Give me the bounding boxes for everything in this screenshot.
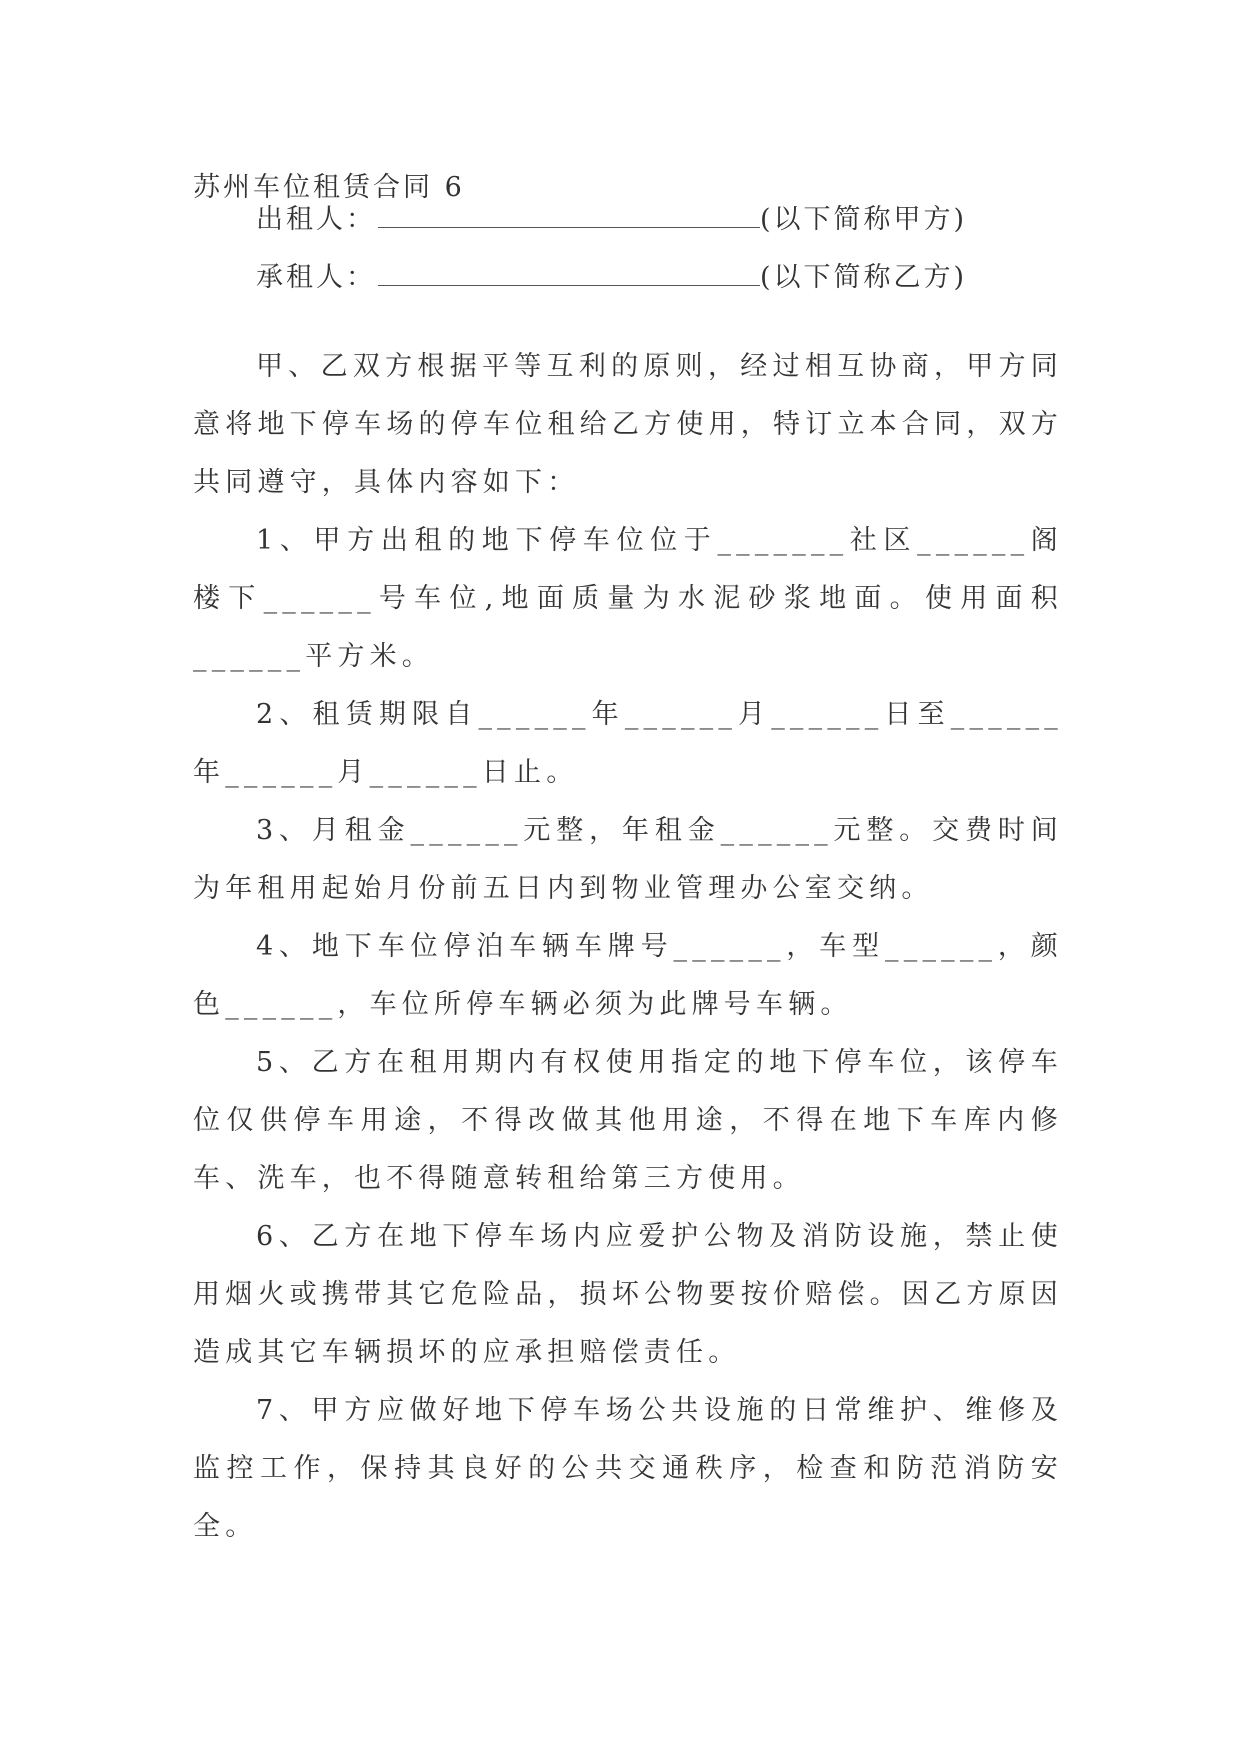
lessor-label: 出租人： [256, 204, 376, 235]
clause-2: 2、租赁期限自______年______月______日至______年______月______日止。 [193, 699, 1063, 788]
clause-7: 7、甲方应做好地下停车场公共设施的日常维护、维修及监控工作，保持其良好的公共交通秩序，检查和防范消防安全。 [193, 1395, 1063, 1542]
clause-4: 4、地下车位停泊车辆车牌号______，车型______，颜色______，车位所停车辆必须为此牌号车辆。 [193, 931, 1063, 1020]
lessor-suffix: (以下简称甲方) [760, 204, 968, 235]
document-title: 苏州车位租赁合同 6 [193, 172, 465, 203]
clause-6: 6、乙方在地下停车场内应爱护公物及消防设施，禁止使用烟火或携带其它危险品，损坏公物要按价赔偿。因乙方原因造成其它车辆损坏的应承担赔偿责任。 [193, 1221, 1063, 1368]
lessee-suffix: (以下简称乙方) [760, 262, 968, 293]
lessor-line [256, 196, 967, 244]
contract-body [193, 338, 1063, 1556]
lessee-label: 承租人： [256, 262, 376, 293]
lessee-line [256, 254, 967, 302]
clause-1: 1、甲方出租的地下停车位位于_______社区______阁楼下______号车位,地面质量为水泥砂浆地面。使用面积______平方米。 [193, 525, 1063, 672]
paragraph-intro: 甲、乙双方根据平等互利的原则，经过相互协商，甲方同意将地下停车场的停车位租给乙方使用，特订立本合同，双方共同遵守，具体内容如下： [193, 351, 1063, 498]
clause-3: 3、月租金______元整，年租金______元整。交费时间为年租用起始月份前五日内到物业管理办公室交纳。 [193, 815, 1063, 904]
lessor-blank [378, 203, 760, 228]
lessee-blank [378, 261, 760, 286]
clause-5: 5、乙方在租用期内有权使用指定的地下停车位，该停车位仅供停车用途，不得改做其他用途，不得在地下车库内修车、洗车，也不得随意转租给第三方使用。 [193, 1047, 1063, 1194]
